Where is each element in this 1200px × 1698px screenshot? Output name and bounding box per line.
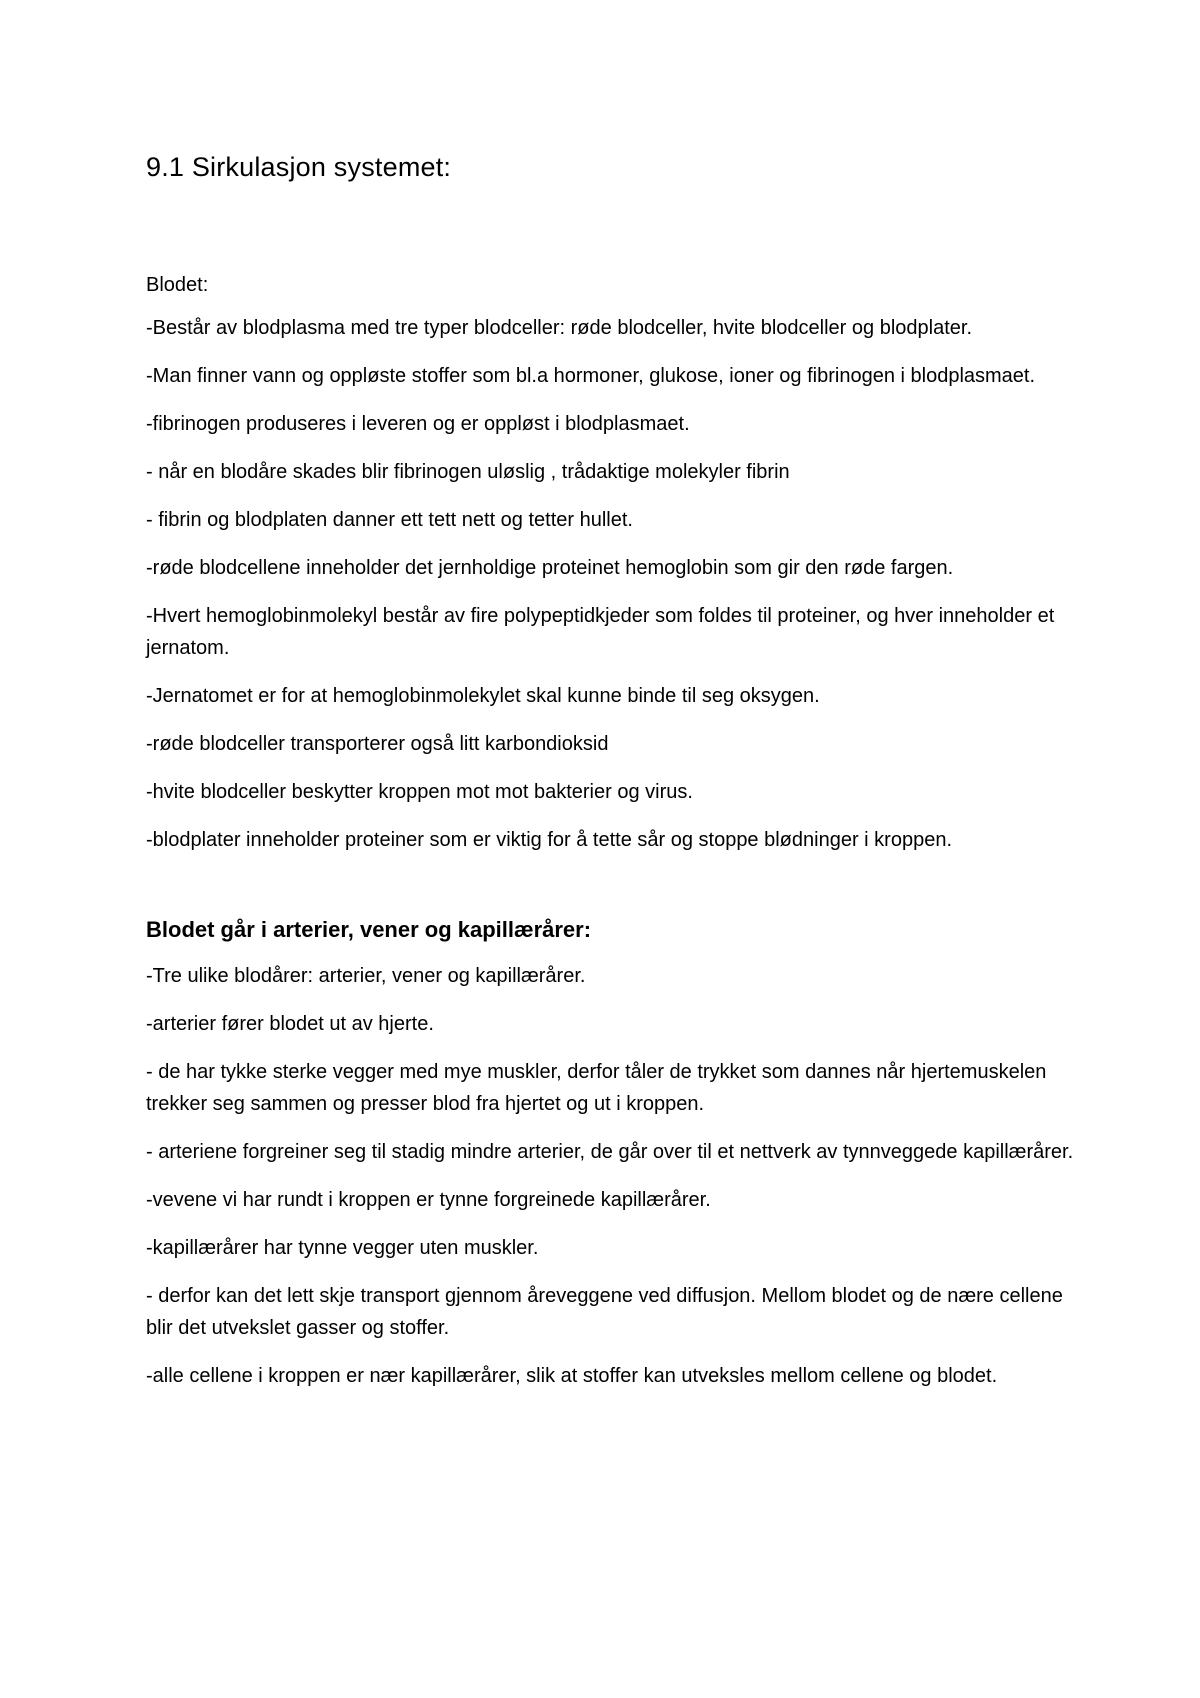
section-blodarer-list — [146, 960, 1086, 1392]
list-item: -Jernatomet er for at hemoglobinmolekylet skal kunne binde til seg oksygen. — [146, 685, 820, 707]
list-item: - arteriene forgreiner seg til stadig mindre arterier, de går over til et nettverk av tynnveggede kapillærårer. — [146, 1141, 1074, 1163]
list-item: -Tre ulike blodårer: arterier, vener og kapillærårer. — [146, 965, 586, 987]
list-item: -blodplater inneholder proteiner som er viktig for å tette sår og stoppe blødninger i kroppen. — [146, 829, 953, 851]
list-item: -Hvert hemoglobinmolekyl består av fire polypeptidkjeder som foldes til proteiner, og hver inneholder et jernatom. — [146, 605, 1055, 659]
list-item: -kapillærårer har tynne vegger uten muskler. — [146, 1237, 539, 1259]
section-heading-blodarer: Blodet går i arterier, vener og kapillærårer: — [146, 917, 592, 942]
list-item: -fibrinogen produseres i leveren og er oppløst i blodplasmaet. — [146, 413, 690, 435]
list-item: - når en blodåre skades blir fibrinogen uløslig , trådaktige molekyler fibrin — [146, 461, 790, 483]
list-item: -røde blodceller transporterer også litt karbondioksid — [146, 733, 609, 755]
list-item: - derfor kan det lett skje transport gjennom åreveggene ved diffusjon. Mellom blodet og de nære cellene blir det utvekslet gasser og stoffer. — [146, 1285, 1063, 1339]
list-item: -Man finner vann og oppløste stoffer som bl.a hormoner, glukose, ioner og fibrinogen i blodplasmaet. — [146, 365, 1036, 387]
list-item: -Består av blodplasma med tre typer blodceller: røde blodceller, hvite blodceller og blodplater. — [146, 317, 972, 339]
page-title: 9.1 Sirkulasjon systemet: — [146, 152, 452, 182]
document-body — [146, 150, 1086, 1408]
list-item: -hvite blodceller beskytter kroppen mot mot bakterier og virus. — [146, 781, 693, 803]
list-item: -røde blodcellene inneholder det jernholdige proteinet hemoglobin som gir den røde fargen. — [146, 557, 954, 579]
list-item: -vevene vi har rundt i kroppen er tynne forgreinede kapillærårer. — [146, 1189, 711, 1211]
list-item: -alle cellene i kroppen er nær kapillærårer, slik at stoffer kan utveksles mellom cellene og blodet. — [146, 1365, 998, 1387]
list-item: - fibrin og blodplaten danner ett tett nett og tetter hullet. — [146, 509, 633, 531]
list-item: -arterier fører blodet ut av hjerte. — [146, 1013, 434, 1035]
section-blodet-list — [146, 312, 1086, 856]
section-heading-blodet: Blodet: — [146, 274, 209, 296]
list-item: - de har tykke sterke vegger med mye muskler, derfor tåler de trykket som dannes når hjertemuskelen trekker seg sammen og presser blod fra hjertet og ut i kroppen. — [146, 1061, 1047, 1115]
